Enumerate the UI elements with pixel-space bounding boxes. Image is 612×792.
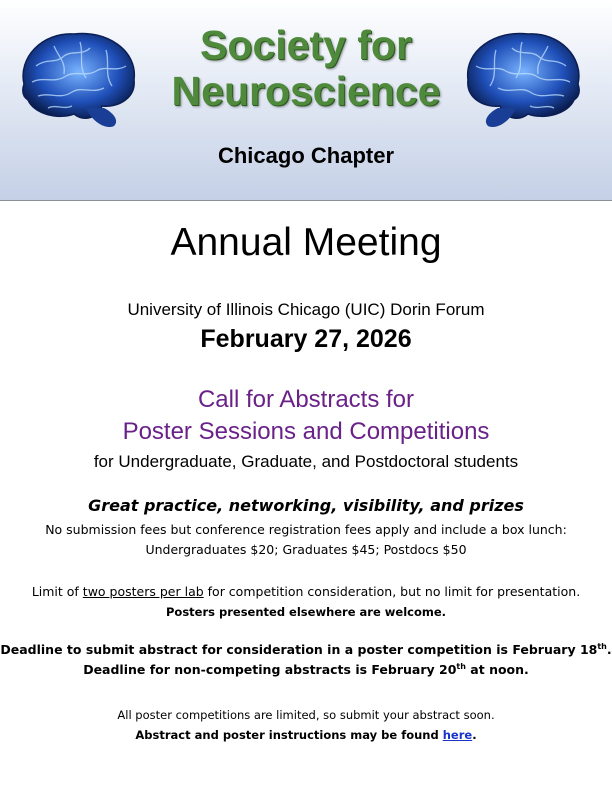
- call-line1: Call for Abstracts for: [197, 386, 415, 413]
- noncompeting-deadline-end: at noon.: [465, 662, 529, 677]
- footer-block: [0, 705, 612, 745]
- limit-line: [0, 582, 612, 602]
- call-for-abstracts: [0, 384, 612, 448]
- limit-suffix: for competition consideration, but no limit for presentation.: [203, 584, 581, 599]
- fees-line: No submission fees but conference registration fees apply and include a box lunch:: [45, 522, 567, 537]
- noncompeting-deadline-sup: th: [456, 661, 466, 671]
- competition-deadline-sup: th: [597, 641, 607, 651]
- call-line2: Poster Sessions and Competitions: [122, 418, 490, 445]
- prices-line: Undergraduates $20; Graduates $45; Postdocs $50: [145, 542, 467, 557]
- header-banner: [0, 0, 612, 201]
- org-title-line1: Society for: [200, 22, 412, 68]
- elsewhere-line: Posters presented elsewhere are welcome.: [166, 605, 446, 619]
- limit-block: [0, 582, 612, 622]
- event-date: February 27, 2026: [200, 325, 412, 353]
- org-title-line2: Neuroscience: [171, 68, 441, 114]
- instructions-prefix: Abstract and poster instructions may be found: [135, 728, 443, 742]
- limited-line: All poster competitions are limited, so submit your abstract soon.: [117, 708, 495, 722]
- competition-deadline: [0, 640, 612, 660]
- deadlines-block: [0, 640, 612, 680]
- organization-title: [120, 22, 492, 114]
- event-title: Annual Meeting: [170, 221, 442, 264]
- event-venue: University of Illinois Chicago (UIC) Dorin Forum: [127, 300, 485, 319]
- fees-block: [0, 520, 612, 560]
- instructions-end: .: [472, 728, 477, 742]
- noncompeting-deadline: [0, 660, 612, 680]
- tagline: Great practice, networking, visibility, and prizes: [88, 496, 524, 515]
- competition-deadline-end: .: [606, 642, 612, 657]
- audience-line: for Undergraduate, Graduate, and Postdoctoral students: [93, 452, 519, 471]
- instructions-line: [0, 725, 612, 745]
- noncompeting-deadline-text: Deadline for non-competing abstracts is February 20: [83, 662, 457, 677]
- limit-underlined: two posters per lab: [82, 584, 204, 599]
- instructions-link[interactable]: here: [442, 728, 473, 742]
- competition-deadline-text: Deadline to submit abstract for consideration in a poster competition is February 18: [0, 642, 598, 657]
- chapter-name: Chicago Chapter: [217, 143, 395, 168]
- limit-prefix: Limit of: [31, 584, 83, 599]
